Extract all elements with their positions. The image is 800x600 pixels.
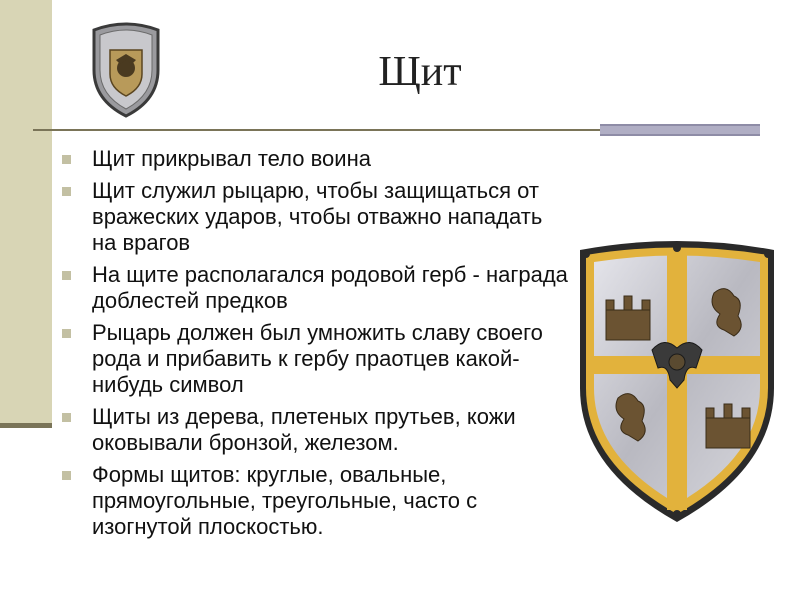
shield-emblem-icon (88, 20, 164, 120)
list-item: Формы щитов: круглые, овальные, прямоугольные, треугольные, часто с изогнутой плоскостью. (62, 462, 572, 540)
bullet-list (62, 146, 572, 546)
list-item: На щите располагался родовой герб - награда доблестей предков (62, 262, 572, 314)
left-decor-band (0, 0, 52, 428)
bullet-marker (62, 413, 71, 422)
bullet-marker (62, 155, 71, 164)
bullet-marker (62, 471, 71, 480)
list-item: Щит прикрывал тело воина (62, 146, 572, 172)
bullet-marker (62, 271, 71, 280)
list-item: Рыцарь должен был умножить славу своего рода и прибавить к гербу праотцев какой-нибудь символ (62, 320, 572, 398)
bullet-marker (62, 329, 71, 338)
bullet-marker (62, 187, 71, 196)
heraldic-shield-icon (574, 238, 780, 528)
list-item: Щит служил рыцарю, чтобы защищаться от вражеских ударов, чтобы отважно нападать на врагов (62, 178, 572, 256)
left-band-divider (0, 423, 52, 428)
slide-title: Щит (378, 49, 462, 95)
title-accent-bar (600, 124, 760, 136)
list-item: Щиты из дерева, плетеных прутьев, кожи оковывали бронзой, железом. (62, 404, 572, 456)
